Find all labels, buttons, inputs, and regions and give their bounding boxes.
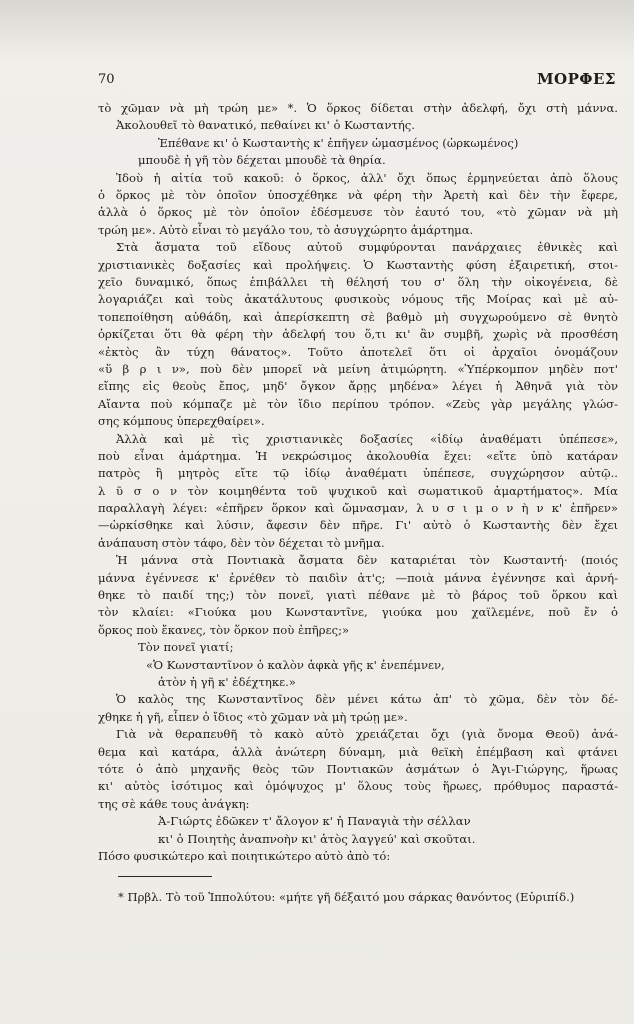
text-line: τότε ὁ ἀπὸ μηχανῆς θεὸς τῶν Ποντιακῶν ἀσμάτων ὁ Ἀγι-Γιώργης, ἥρωας xyxy=(98,762,618,777)
verse-line: κι' ὁ Ποιητὴς ἀναπνοὴν κι' ἀτὸς λαγγεύ' καὶ σκοῦται. xyxy=(158,831,476,846)
text-line: Ἡ μάννα στὰ Ποντιακὰ ἄσματα δὲν καταριέται τὸν Κωσταντή· (ποιός xyxy=(116,553,618,568)
footnote: * Πρβλ. Τὸ τοῦ Ἱππολύτου: «μήτε γῆ δέξαιτό μου σάρκας θανόντος (Εὐριπίδ.) xyxy=(118,890,575,904)
text-line: Αἴαντα ποὺ κόμπαζε μὲ τὸν ἴδιο περίπου τρόπον. «Ζεὺς γὰρ μεγάλης γλώσ- xyxy=(98,396,618,411)
text-line: Ὁ καλὸς της Κωνσταντῖνος δὲν μένει κάτω ἀπ' τὸ χῶμα, δὲν τὸν δέ- xyxy=(116,692,618,707)
text-line: ἀνάπαυση στὸν τάφο, δὲν τὸν δέχεται τὸ μνῆμα. xyxy=(98,535,385,550)
journal-title: ΜΟΡΦΕΣ xyxy=(536,70,616,88)
text-line: χεῖο δυναμικό, ὅπως ἐπιβάλλει τὴ θέλησή του σ' ὅλη τὴν οἰκογένεια, δὲ xyxy=(98,274,618,289)
text-line: Ἰδοὺ ἡ αἰτία τοῦ κακοῦ: ὁ ὅρκος, ἀλλ' ὄχι ὅπως ἑρμηνεύεται ἀπὸ ὅλους xyxy=(116,170,618,185)
article-body xyxy=(98,100,618,865)
text-line: σης κόμπους ὑπερεχθαίρει». xyxy=(98,414,265,429)
text-line: τρώη με». Αὐτὸ εἶναι τὸ μεγάλο του, τὸ ἀσυγχώρητο ἁμάρτημα. xyxy=(98,222,474,237)
verse-line: ἀτὸν ἡ γῆ κ' ἐδέχτηκε.» xyxy=(158,675,296,690)
text-line: λογαριάζει καὶ τοὺς ἀκατάλυτους φυσικοὺς νόμους τῆς Μοίρας καὶ μὲ αὐ- xyxy=(98,292,618,307)
text-line: Ἀλλὰ καὶ μὲ τὶς χριστιανικὲς δοξασίες «ἰδίῳ ἀναθέματι ὑπέπεσε», xyxy=(116,431,618,446)
text-line: πατρὸς ἢ μητρὸς εἴτε τῷ ἰδίῳ ἀναθέματι ὑπέπεσε, συγχώρησον αὐτῷ.. xyxy=(98,466,618,481)
text-line: ὁρκίζεται ὅτι θὰ φέρη τὴν ἀδελφή του ὅ,τι κι' ἂν συμβῆ, χωρὶς νὰ προσθέση xyxy=(98,327,618,342)
text-line: τοπεποίθηση αὐθάδη, καὶ ἀπερίσκεπτη σὲ βαθμὸ μὴ συγχωρούμενο σὲ θνητὸ xyxy=(98,309,618,324)
text-line: χθηκε ἡ γῆ, εἶπεν ὁ ἴδιος «τὸ χῶμαν νὰ μὴ τρώῃ με». xyxy=(98,709,408,724)
page-header xyxy=(98,72,616,92)
verse-line: Ἐπέθανε κι' ὁ Κωσταντὴς κ' ἐπῆγεν ὡμασμένος (ὡρκωμένος) xyxy=(158,135,519,150)
text-line: θηκε τὸ παιδί της;) τὸν πονεῖ, γιατὶ πέθανε μὲ τὸ βάρος τοῦ ὅρκου καὶ xyxy=(98,588,618,603)
page-number: 70 xyxy=(98,72,115,87)
text-line: Πόσο φυσικώτερο καὶ ποιητικώτερο αὐτὸ ἀπὸ τό: xyxy=(98,849,391,864)
footnote-rule xyxy=(118,876,212,877)
text-line: —ὡρκίσθηκε καὶ λύσιν, ἄφεσιν δὲν πῆρε. Γι' αὐτὸ ὁ Κωσταντὴς δὲν ἔχει xyxy=(98,518,618,533)
verse-line: «Ὁ Κωνσταντῖνον ὁ καλὸν ἀφκὰ γῆς κ' ἐνεπέμνεν, xyxy=(146,657,445,672)
text-line: «ἐκτὸς ἂν τύχη θάνατος». Τοῦτο ἀποτελεῖ ὅτι οἱ ἀρχαῖοι ὀνομάζουν xyxy=(98,344,618,359)
text-line: ὁ ὅρκος μὲ τὸν ὁποῖον ὑποσχέθηκε νὰ φέρη τὴν Ἀρετὴ καὶ δὲν τὴν ἔφερε, xyxy=(98,188,618,202)
text-line: ἀλλὰ ὁ ὅρκος μὲ τὸν ὁποῖον ἐδέσμευσε τὸν ἑαυτό του, «τὸ χῶμαν νὰ μὴ xyxy=(98,205,618,220)
text-line: Τὸν πονεῖ γιατί; xyxy=(138,640,234,655)
text-line: «ὕ β ρ ι ν», ποὺ δὲν μπορεῖ νὰ μείνη ἀτιμώρητη. «Ὑπέρκομπον μηδὲν ποτ' xyxy=(98,361,618,376)
text-line: τὸν κλαίει: «Γιούκα μου Κωνσταντῖνε, γιούκα μου χαϊλεμένε, ποῦ ἔν ὁ xyxy=(98,605,618,620)
text-line: τὸ χῶμαν νὰ μὴ τρώη με» *. Ὁ ὅρκος δίδεται στὴν ἀδελφή, ὄχι στὴ μάννα. xyxy=(98,101,618,115)
verse-line: μπουδὲ ἡ γῆ τὸν δέχεται μπουδὲ τὰ θηρία. xyxy=(138,153,386,168)
text-line: Στὰ ἄσματα τοῦ εἴδους αὐτοῦ συμφύρονται πανάρχαιες ἐθνικὲς καὶ xyxy=(116,240,618,255)
text-line: ὅρκος ποὺ ἔκανες, τὸν ὅρκον ποὺ ἐπῆρες;» xyxy=(98,622,350,637)
verse-line: Ἀ-Γιώρτς ἐδῶκεν τ' ἄλογον κ' ἡ Παναγιὰ τὴν σέλλαν xyxy=(158,814,471,829)
scan-shadow xyxy=(0,0,634,60)
text-line: Ἀκολουθεῖ τὸ θανατικό, πεθαίνει κι' ὁ Κωσταντής. xyxy=(116,118,415,133)
text-line: κι' αὐτὸς ἰσότιμος καὶ ὁμόψυχος μ' ὅλους τοὺς ἥρωες, πρόθυμος παραστά- xyxy=(98,779,618,794)
text-line: παραλλαγὴ λέγει: «ἐπῆρεν ὅρκον καὶ ὤμνασμαν, λ υ σ ι μ ο ν ὴ ν κ' ἐπῆρεν» xyxy=(98,501,618,516)
text-line: χριστιανικὲς δοξασίες καὶ προλήψεις. Ὁ Κωσταντὴς φύση ἐξαιρετική, στοι- xyxy=(98,257,618,272)
text-line: Γιὰ νὰ θεραπευθῆ τὸ κακὸ αὐτὸ χρειάζεται ὄχι (γιὰ ὄνομα Θεοῦ) ἀνά- xyxy=(116,727,618,742)
text-line: της σὲ κάθε τους ἀνάγκη: xyxy=(98,796,250,811)
text-line: ποὺ εἶναι ἁμάρτημα. Ἡ νεκρώσιμος ἀκολουθία ἔχει: «εἴτε ὑπὸ κατάραν xyxy=(98,448,618,463)
text-line: εἴπης εἰς θεοὺς ἔπος, μηδ' ὄγκον ἄρῃς μηδένα» λέγει ἡ Ἀθηνᾶ γιὰ τὸν xyxy=(98,379,618,394)
text-line: λ ῦ σ ο ν τὸν κοιμηθέντα τοῦ ψυχικοῦ καὶ σωματικοῦ ἁμαρτήματος». Μία xyxy=(98,483,618,498)
text-line: θεμα καὶ κατάρα, ἀλλὰ ἀνώτερη δύναμη, μιὰ θεϊκὴ ἐπέμβαση καὶ φτάνει xyxy=(98,744,618,759)
text-line: μάννα ἐγέννεσε κ' ἐρνέθεν τὸ παιδὶν ἀτ'ς; —ποιὰ μάννα ἐγέννησε καὶ ἀρνή- xyxy=(98,570,618,585)
